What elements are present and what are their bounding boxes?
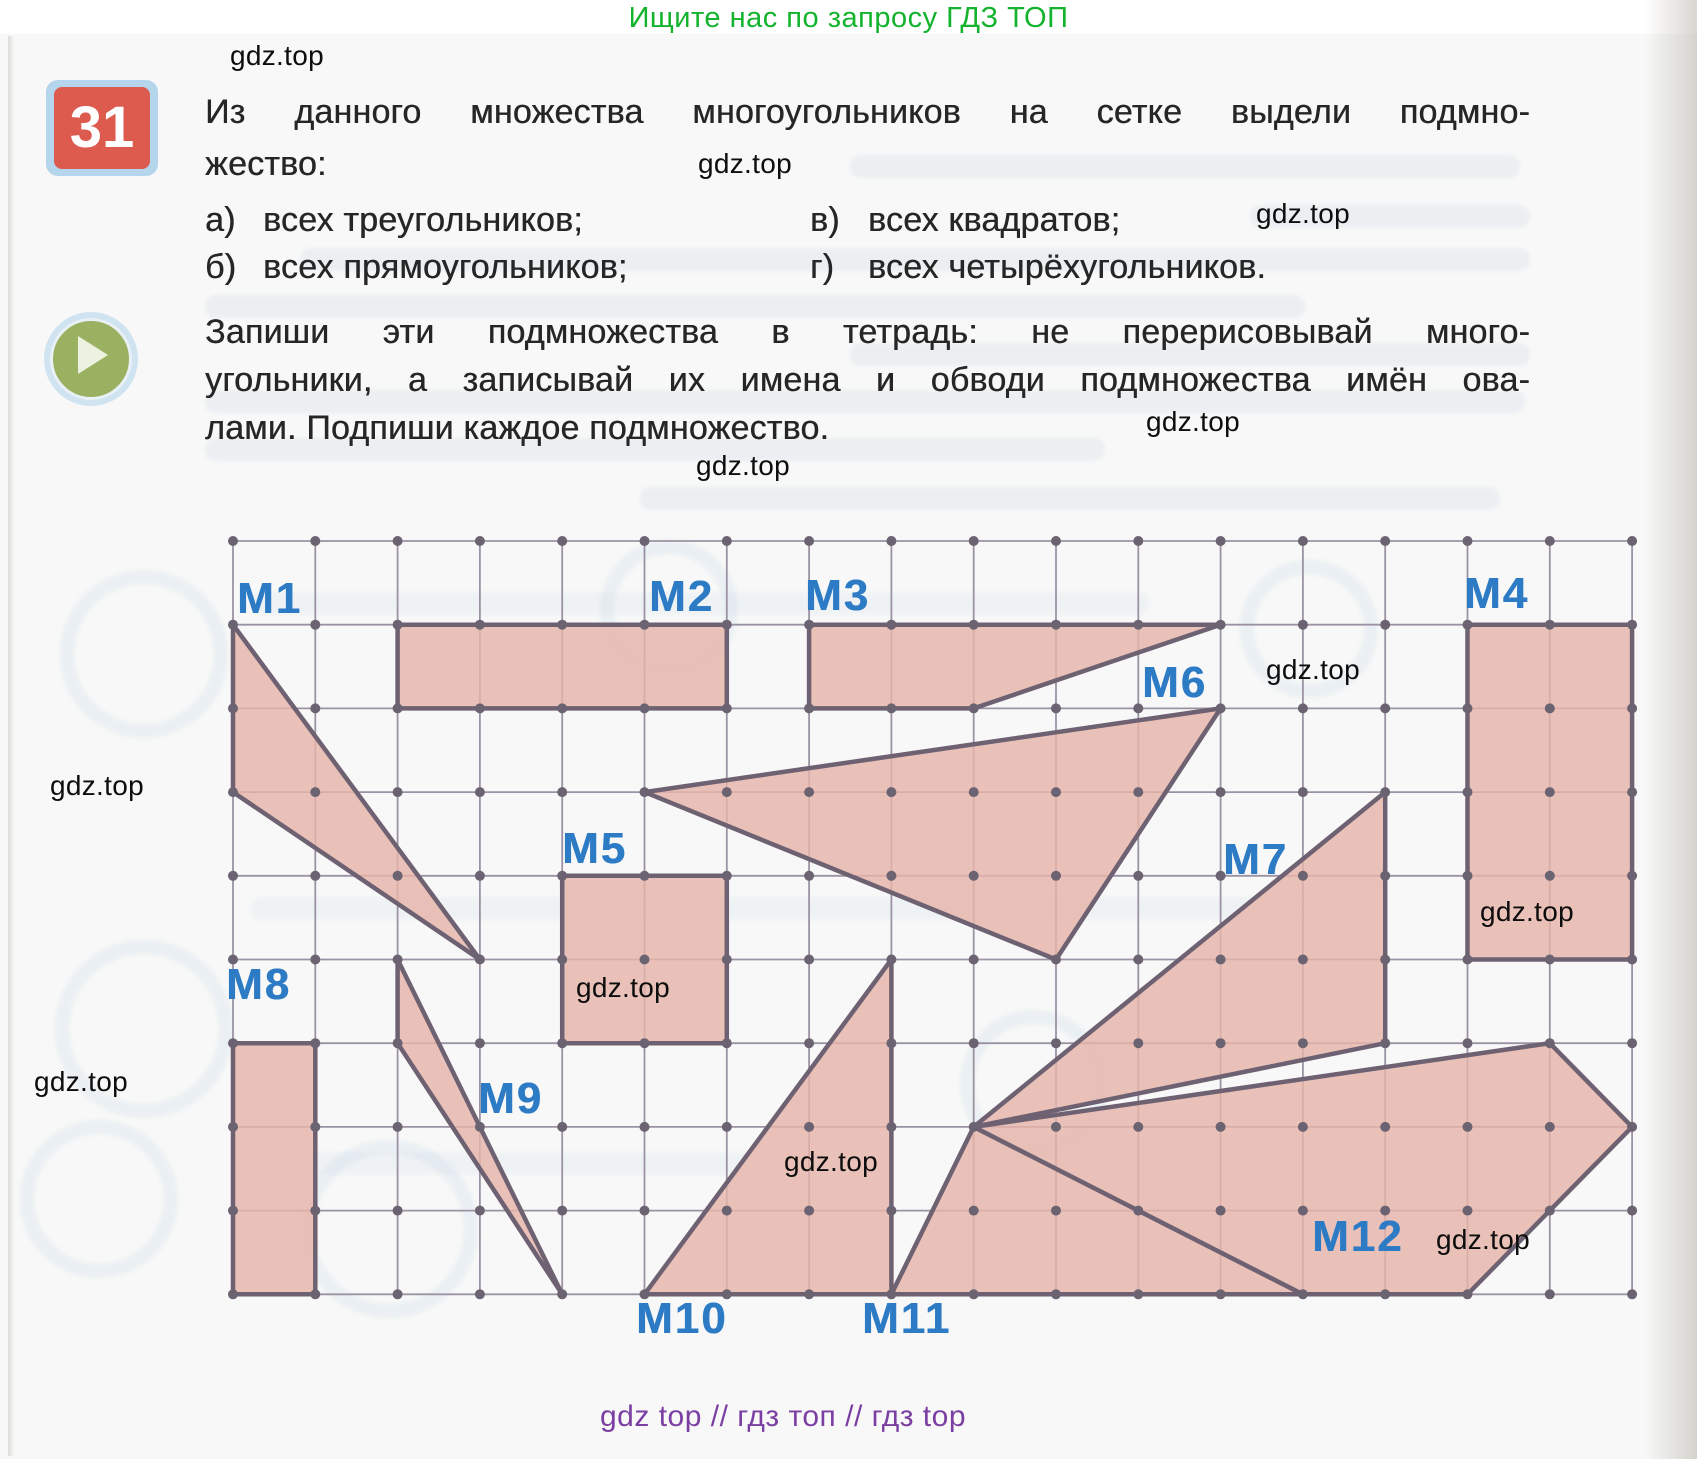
grid-dot bbox=[639, 536, 649, 546]
grid-dot bbox=[886, 703, 896, 713]
grid-dot bbox=[886, 1206, 896, 1216]
grid-dot bbox=[1298, 871, 1308, 881]
site-header-text: Ищите нас по запросу ГДЗ ТОП bbox=[628, 2, 1069, 34]
grid-dot bbox=[1462, 536, 1472, 546]
grid-dot bbox=[1298, 954, 1308, 964]
grid-dot bbox=[969, 1122, 979, 1132]
grid-dot bbox=[722, 536, 732, 546]
grid-dot bbox=[557, 1122, 567, 1132]
grid-dot bbox=[639, 954, 649, 964]
grid-dot bbox=[393, 954, 403, 964]
grid-dot bbox=[1216, 1206, 1226, 1216]
shape-label-M11: M11 bbox=[862, 1294, 952, 1343]
grid-dot bbox=[1545, 871, 1555, 881]
grid-dot bbox=[1462, 1289, 1472, 1299]
grid-dot bbox=[393, 620, 403, 630]
grid-dot bbox=[1380, 954, 1390, 964]
watermark-gdz-top: gdz.top bbox=[576, 972, 670, 1003]
task-line-1: Из данного множества многоугольников на сетке выдели подмно- bbox=[205, 93, 1530, 131]
grid-dot bbox=[475, 1206, 485, 1216]
grid-dot bbox=[228, 1122, 238, 1132]
grid-dot bbox=[722, 620, 732, 630]
grid-dot bbox=[1051, 1289, 1061, 1299]
watermark-gdz-top: gdz.top bbox=[696, 450, 790, 481]
grid-dot bbox=[1051, 871, 1061, 881]
grid-dot bbox=[228, 871, 238, 881]
grid-dot bbox=[1462, 703, 1472, 713]
grid-dot bbox=[1627, 787, 1637, 797]
grid-dot bbox=[1380, 871, 1390, 881]
shape-label-M1: M1 bbox=[237, 574, 303, 623]
grid-dot bbox=[557, 1289, 567, 1299]
option-v bbox=[810, 196, 1120, 244]
grid-dot bbox=[1545, 1289, 1555, 1299]
grid-dot bbox=[1462, 1038, 1472, 1048]
grid-dot bbox=[393, 787, 403, 797]
grid-dot bbox=[804, 1122, 814, 1132]
grid-dot bbox=[1216, 1289, 1226, 1299]
shape-label-M10: M10 bbox=[636, 1294, 728, 1343]
grid-dot bbox=[1380, 787, 1390, 797]
grid-dot bbox=[310, 1206, 320, 1216]
grid-dot bbox=[1133, 1206, 1143, 1216]
ghost-text-artifact bbox=[640, 487, 1500, 510]
grid-dot bbox=[310, 954, 320, 964]
watermark-gdz-top: gdz.top bbox=[1266, 654, 1360, 685]
task-number-badge bbox=[46, 80, 158, 176]
grid-dot bbox=[722, 703, 732, 713]
grid-dot bbox=[886, 1038, 896, 1048]
grid-dot bbox=[1545, 1122, 1555, 1132]
watermark-gdz-top: gdz.top bbox=[50, 770, 144, 801]
grid-dot bbox=[1380, 620, 1390, 630]
shape-label-M3: M3 bbox=[805, 571, 871, 620]
grid-dot bbox=[1545, 787, 1555, 797]
grid-dot bbox=[393, 1206, 403, 1216]
grid-dot bbox=[1298, 703, 1308, 713]
grid-dot bbox=[804, 954, 814, 964]
grid-dot bbox=[722, 871, 732, 881]
grid-dot bbox=[804, 1038, 814, 1048]
grid-dot bbox=[804, 620, 814, 630]
grid-dot bbox=[557, 620, 567, 630]
grid-dot bbox=[1627, 1206, 1637, 1216]
grid-dot bbox=[1298, 1289, 1308, 1299]
grid-dot bbox=[969, 1206, 979, 1216]
option-a-key: а) bbox=[205, 201, 236, 239]
grid-dot bbox=[1216, 1038, 1226, 1048]
grid-dot bbox=[804, 1206, 814, 1216]
shape-M6 bbox=[644, 708, 1220, 959]
grid-dot bbox=[804, 536, 814, 546]
grid-dot bbox=[1298, 1122, 1308, 1132]
grid-dot bbox=[1133, 536, 1143, 546]
grid-dot bbox=[1133, 871, 1143, 881]
task-number-badge-red bbox=[54, 87, 150, 169]
shape-M8 bbox=[233, 1043, 315, 1294]
grid-dot bbox=[1545, 703, 1555, 713]
grid-dot bbox=[393, 1289, 403, 1299]
grid-dot bbox=[722, 1206, 732, 1216]
grid-dot bbox=[1133, 1289, 1143, 1299]
watermark-gdz-top: gdz.top bbox=[1480, 896, 1574, 927]
shape-label-M12: M12 bbox=[1312, 1212, 1404, 1261]
grid-dot bbox=[886, 620, 896, 630]
grid-dot bbox=[1133, 1038, 1143, 1048]
watermark-gdz-top: gdz.top bbox=[230, 40, 324, 71]
grid-dot bbox=[475, 871, 485, 881]
grid-dot bbox=[1462, 787, 1472, 797]
shape-label-M5: M5 bbox=[562, 824, 628, 873]
grid-dot bbox=[393, 536, 403, 546]
grid-dot bbox=[639, 620, 649, 630]
grid-dot bbox=[1133, 620, 1143, 630]
grid-dot bbox=[639, 1206, 649, 1216]
grid-dot bbox=[1216, 954, 1226, 964]
grid-dot bbox=[639, 871, 649, 881]
grid-dot bbox=[1216, 620, 1226, 630]
grid-dot bbox=[1545, 1206, 1555, 1216]
grid-dot bbox=[310, 703, 320, 713]
grid-dot bbox=[393, 1122, 403, 1132]
option-b-text: всех прямоугольников; bbox=[263, 248, 628, 286]
watermark-gdz-top: gdz.top bbox=[784, 1146, 878, 1177]
grid-dot bbox=[1380, 1289, 1390, 1299]
grid-dot bbox=[804, 703, 814, 713]
watermark-gdz-top: gdz.top bbox=[1146, 406, 1240, 437]
grid-dot bbox=[1627, 703, 1637, 713]
grid-dot bbox=[1133, 787, 1143, 797]
grid-dot bbox=[557, 703, 567, 713]
shape-label-M9: M9 bbox=[478, 1074, 544, 1123]
option-a-text: всех треугольников; bbox=[263, 201, 583, 239]
grid-dot bbox=[310, 536, 320, 546]
grid-dot bbox=[969, 787, 979, 797]
option-g-text: всех четырёхугольников. bbox=[868, 248, 1267, 286]
grid-dot bbox=[1462, 620, 1472, 630]
shape-label-M6: M6 bbox=[1142, 658, 1208, 707]
grid-dot bbox=[1298, 787, 1308, 797]
grid-dot bbox=[228, 1038, 238, 1048]
page-right-edge-shadow bbox=[1645, 0, 1697, 1459]
grid-dot bbox=[1051, 787, 1061, 797]
grid-dot bbox=[1380, 1038, 1390, 1048]
grid-dot bbox=[969, 1038, 979, 1048]
grid-dot bbox=[1380, 536, 1390, 546]
grid-dot bbox=[393, 871, 403, 881]
play-icon-triangle bbox=[78, 336, 108, 374]
grid-dot bbox=[475, 787, 485, 797]
grid-dot bbox=[969, 871, 979, 881]
shape-label-M7: M7 bbox=[1223, 835, 1289, 884]
grid-dot bbox=[1380, 1122, 1390, 1132]
grid-dot bbox=[1545, 536, 1555, 546]
grid-dot bbox=[557, 787, 567, 797]
grid-dot bbox=[804, 1289, 814, 1299]
grid-dot bbox=[228, 1206, 238, 1216]
option-b bbox=[205, 243, 628, 291]
watermark-gdz-top: gdz.top bbox=[698, 148, 792, 179]
ghost-circle-artifact bbox=[60, 570, 228, 738]
grid-dot bbox=[475, 620, 485, 630]
grid-svg bbox=[219, 527, 1646, 1308]
para2-line-3: лами. Подпиши каждое подмножество. bbox=[205, 409, 830, 447]
grid-dot bbox=[1627, 1038, 1637, 1048]
grid-dot bbox=[1051, 703, 1061, 713]
grid-dot bbox=[475, 1038, 485, 1048]
grid-dot bbox=[1627, 954, 1637, 964]
grid-dot bbox=[639, 787, 649, 797]
grid-dot bbox=[1627, 536, 1637, 546]
grid-dot bbox=[1051, 620, 1061, 630]
grid-dot bbox=[1545, 1038, 1555, 1048]
grid-dot bbox=[722, 954, 732, 964]
grid-dot bbox=[228, 536, 238, 546]
option-g-key: г) bbox=[810, 248, 835, 286]
grid-dot bbox=[1051, 1038, 1061, 1048]
shape-label-M8: M8 bbox=[226, 960, 292, 1009]
ghost-circle-artifact bbox=[20, 1120, 178, 1278]
grid-dot bbox=[228, 703, 238, 713]
grid-dot bbox=[722, 787, 732, 797]
grid-dot bbox=[1627, 1122, 1637, 1132]
grid-dot bbox=[557, 536, 567, 546]
grid-dot bbox=[1051, 536, 1061, 546]
grid-dot bbox=[1627, 871, 1637, 881]
grid-dot bbox=[1545, 620, 1555, 630]
grid-dot bbox=[475, 954, 485, 964]
grid-dot bbox=[1051, 1206, 1061, 1216]
shape-M2 bbox=[398, 625, 727, 709]
watermark-gdz-top: gdz.top bbox=[1256, 198, 1350, 229]
grid-dot bbox=[310, 620, 320, 630]
grid-dot bbox=[804, 871, 814, 881]
grid-dot bbox=[886, 536, 896, 546]
grid-dot bbox=[969, 1289, 979, 1299]
grid-dot bbox=[557, 1038, 567, 1048]
grid-dot bbox=[886, 871, 896, 881]
grid-dot bbox=[1627, 1289, 1637, 1299]
grid-dot bbox=[228, 1289, 238, 1299]
grid-dot bbox=[1298, 1038, 1308, 1048]
grid-dot bbox=[1051, 954, 1061, 964]
grid-dot bbox=[639, 703, 649, 713]
option-b-key: б) bbox=[205, 248, 237, 286]
grid-dot bbox=[475, 536, 485, 546]
page-left-edge-shadow bbox=[8, 36, 14, 1456]
grid-dot bbox=[1380, 703, 1390, 713]
watermark-gdz-top: gdz.top bbox=[34, 1066, 128, 1097]
para2-line-2: угольники, а записывай их имена и обводи подмножества имён ова- bbox=[205, 361, 1530, 399]
grid-dot bbox=[1051, 1122, 1061, 1132]
task-line-2: жество: bbox=[205, 145, 327, 183]
para2-line-1: Запиши эти подмножества в тетрадь: не перерисовывай много- bbox=[205, 313, 1530, 351]
grid-dot bbox=[393, 703, 403, 713]
watermark-gdz-top: gdz.top bbox=[1436, 1224, 1530, 1255]
grid-dot bbox=[475, 703, 485, 713]
grid-dot bbox=[1298, 1206, 1308, 1216]
option-g bbox=[810, 243, 1266, 291]
grid-dot bbox=[1462, 1122, 1472, 1132]
play-icon bbox=[44, 312, 138, 406]
option-v-key: в) bbox=[810, 201, 840, 239]
grid-dot bbox=[557, 1206, 567, 1216]
grid-dot bbox=[475, 1289, 485, 1299]
grid-dot bbox=[1133, 954, 1143, 964]
grid-dot bbox=[886, 954, 896, 964]
grid-dot bbox=[310, 1038, 320, 1048]
grid-dot bbox=[1462, 954, 1472, 964]
grid-dot bbox=[310, 787, 320, 797]
grid-dot bbox=[1627, 620, 1637, 630]
grid-dot bbox=[1216, 1122, 1226, 1132]
grid-dot bbox=[639, 1038, 649, 1048]
grid-dot bbox=[1216, 536, 1226, 546]
grid-dot bbox=[310, 1122, 320, 1132]
grid-dot bbox=[1216, 703, 1226, 713]
grid-dot bbox=[310, 1289, 320, 1299]
ghost-text-artifact bbox=[850, 155, 1520, 178]
grid-dot bbox=[969, 703, 979, 713]
grid-dot bbox=[1462, 871, 1472, 881]
grid-dot bbox=[886, 1122, 896, 1132]
grid-dot bbox=[1298, 620, 1308, 630]
option-a bbox=[205, 196, 583, 244]
grid-dot bbox=[1216, 787, 1226, 797]
grid-dot bbox=[1462, 1206, 1472, 1216]
grid-dot bbox=[886, 787, 896, 797]
grid-dot bbox=[557, 954, 567, 964]
grid-dot bbox=[1298, 536, 1308, 546]
footer-text: gdz top // гдз топ // гдз top bbox=[600, 1400, 967, 1433]
grid-dot bbox=[1133, 1122, 1143, 1132]
grid-dot bbox=[639, 1122, 649, 1132]
grid-dot bbox=[804, 787, 814, 797]
option-v-text: всех квадратов; bbox=[868, 201, 1121, 239]
grid-dot bbox=[310, 871, 320, 881]
grid-dot bbox=[1545, 954, 1555, 964]
grid-dot bbox=[228, 787, 238, 797]
grid-dot bbox=[969, 954, 979, 964]
task-number: 31 bbox=[69, 95, 135, 160]
shape-label-M2: M2 bbox=[649, 572, 715, 621]
grid-dot bbox=[969, 536, 979, 546]
grid-dot bbox=[722, 1122, 732, 1132]
shape-label-M4: M4 bbox=[1464, 569, 1530, 618]
grid-dot bbox=[393, 1038, 403, 1048]
grid-dot bbox=[969, 620, 979, 630]
grid-dot bbox=[722, 1038, 732, 1048]
